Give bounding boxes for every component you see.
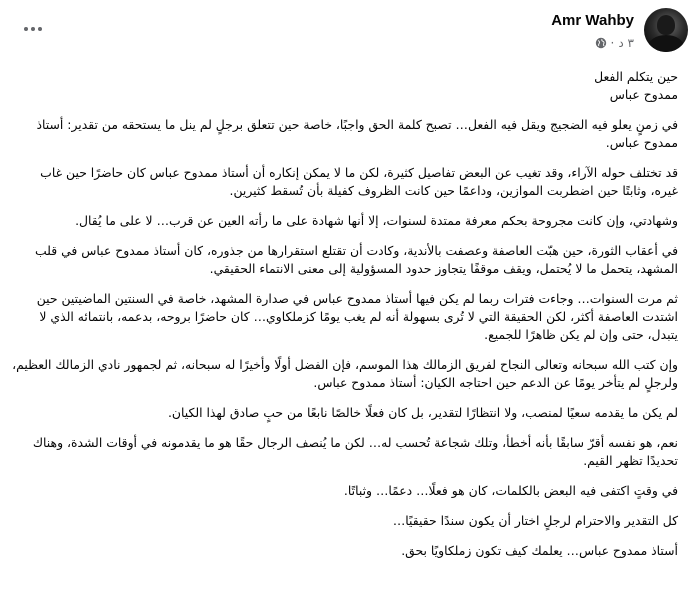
paragraph-gap [0,500,688,512]
meta-separator: · [610,36,615,50]
paragraph-gap [0,278,688,290]
globe-icon[interactable] [595,37,607,49]
post-paragraph: ثم مرت السنوات… وجاءت فترات ربما لم يكن فيها أستاذ ممدوح عباس في صدارة المشهد، خاصة في السنتين الماضيتين حين اشتدت العاصفة أكثر، لكن الحقيقة التي لا تُرى بسهولة أنه لم يغب يومًا كزملكاوي… كان حاضرًا بروحه، بدعمه، بانتمائه الذي لا يتبدل، حتى وإن لم يكن ظاهرًا للجميع. [36,291,678,342]
paragraph-gap [0,422,688,434]
post-paragraph: وإن كتب الله سبحانه وتعالى النجاح لفريق الزمالك هذا الموسم، فإن الفضل أولًا وأخيرًا له سبحانه، ثم لجمهور نادي الزمالك العظيم، ولرجلٍ لم يتأخر يومًا عن الدعم حين احتاجه الكيان: أستاذ ممدوح عباس. [12,357,678,390]
author-avatar[interactable] [644,8,688,52]
post-paragraph: لم يكن ما يقدمه سعيًا لمنصب، ولا انتظارًا لتقدير، بل كان فعلًا خالصًا نابعًا من حبٍ صادق لهذا الكيان. [167,405,678,420]
paragraph-gap [0,152,688,164]
post-time[interactable]: ٣ د [618,36,634,50]
more-dot [38,27,42,31]
paragraph-gap [0,470,688,482]
post-paragraph: في وقتٍ اكتفى فيه البعض بالكلمات، كان هو فعلًا… دعمًا… وثباتًا. [343,483,678,498]
post-paragraph: أستاذ ممدوح عباس… يعلمك كيف تكون زملكاويًا بحق. [401,543,678,558]
avatar-shoulders-shape [648,35,684,52]
paragraph-gap [0,104,688,116]
post-subtitle: ممدوح عباس [609,87,678,102]
post-paragraph: نعم، هو نفسه أقرّ سابقًا بأنه أخطأ، وتلك شجاعة تُحسب له… لكن ما يُنصف الرجال حقًا هو ما يقدمونه في أوقات الشدة، وهناك تحديدًا تظهر القيم. [32,435,678,468]
author-name[interactable]: Amr Wahby [551,12,634,29]
more-dot [24,27,28,31]
post-meta [595,35,634,51]
paragraph-gap [0,344,688,356]
more-dot [31,27,35,31]
post-body [0,68,696,560]
post-paragraph: في زمنٍ يعلو فيه الضجيج ويقل فيه الفعل… تصبح كلمة الحق واجبًا، خاصة حين تتعلق برجلٍ لم ينل ما يستحقه من تقدير: أستاذ ممدوح عباس. [36,117,678,150]
paragraph-gap [0,530,688,542]
post-paragraph: قد تختلف حوله الآراء، وقد تغيب عن البعض تفاصيل كثيرة، لكن ما لا يمكن إنكاره أن أستاذ ممدوح عباس كان حاضرًا حين غاب غيره، وثابتًا حين اضطربت الموازين، وداعمًا حين كانت الظروف كفيلة بأن تُسقط كثيرين. [40,165,678,198]
post-title: حين يتكلم الفعل [594,69,678,84]
post-paragraph: وشهادتي، وإن كانت مجروحة بحكم معرفة ممتدة لسنوات، إلا أنها شهادة على ما رأته العين عن قرب… لا على ما يُقال. [75,213,678,228]
paragraph-gap [0,230,688,242]
post-paragraph: كل التقدير والاحترام لرجلٍ اختار أن يكون سندًا حقيقيًا… [392,513,678,528]
more-options-icon[interactable] [24,24,46,34]
post-paragraph: في أعقاب الثورة، حين هبّت العاصفة وعصفت بالأندية، وكادت أن تقتلع استقرارها من جذوره، كان أستاذ ممدوح عباس في قلب المشهد، يتحمل ما لا يُحتمل، ويقف موقفًا يتجاوز حدود المسؤولية إلى معنى الانتماء الحقيقي. [34,243,678,276]
post-header [0,0,696,60]
paragraph-gap [0,200,688,212]
paragraph-gap [0,392,688,404]
avatar-head-shape [657,15,675,35]
